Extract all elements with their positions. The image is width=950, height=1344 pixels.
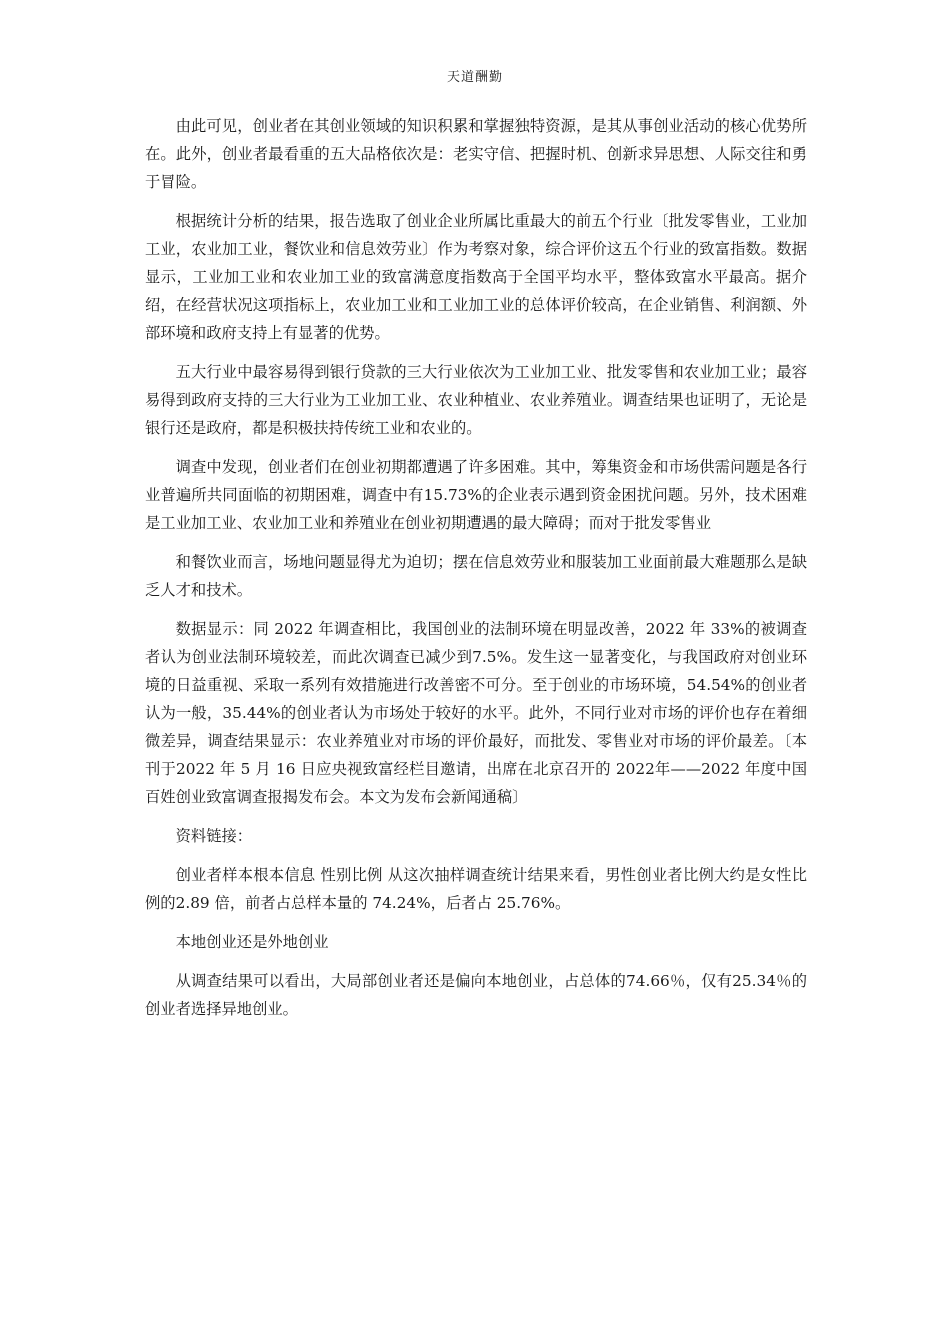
document-body [145, 112, 807, 1034]
paragraph-local-entrepreneurship: 从调查结果可以看出，大局部创业者还是偏向本地创业，占总体的74.66％，仅有25.34％的创业者选择异地创业。 [145, 972, 807, 1018]
paragraph-core-advantage: 由此可见，创业者在其创业领域的知识积累和掌握独特资源，是其从事创业活动的核心优势所在。此外，创业者最看重的五大品格依次是：老实守信、把握时机、创新求异思想、人际交往和勇于冒险。 [145, 117, 807, 191]
paragraph-difficulties-continued: 和餐饮业而言，场地问题显得尤为迫切；摆在信息效劳业和服装加工业面前最大难题那么是缺乏人才和技术。 [145, 553, 807, 599]
paragraph-gender-ratio: 创业者样本根本信息 性别比例 从这次抽样调查统计结果来看，男性创业者比例大约是女性比例的2.89 倍，前者占总样本量的 74.24%，后者占 25.76%。 [145, 866, 807, 912]
page-header: 天道酬勤 [446, 70, 503, 85]
paragraph-initial-difficulties: 调查中发现，创业者们在创业初期都遭遇了许多困难。其中，筹集资金和市场供需问题是各行业普遍所共同面临的初期困难，调查中有15.73%的企业表示遇到资金困扰问题。另外，技术困难是工业加工业、农业加工业和养殖业在创业初期遭遇的最大障碍；而对于批发零售业 [145, 458, 807, 532]
paragraph-resource-link-heading: 资料链接： [175, 827, 253, 845]
paragraph-local-vs-remote-heading: 本地创业还是外地创业 [175, 933, 329, 951]
paragraph-legal-environment: 数据显示：同 2022 年调查相比，我国创业的法制环境在明显改善，2022 年 33%的被调查者认为创业法制环境较差，而此次调查已减少到7.5%。发生这一显著变化，与我国政府对创业环境的日益重视、采取一系列有效措施进行改善密不可分。至于创业的市场环境，54.54%的创业者认为一般，35.44%的创业者认为市场处于较好的水平。此外，不同行业对市场的评价也存在着细微差异，调查结果显示：农业养殖业对市场的评价最好，而批发、零售业对市场的评价最差。〔本刊于2022 年 5 月 16 日应央视致富经栏目邀请，出席在北京召开的 2022年——2022 年度中国百姓创业致富调查报揭发布会。本文为发布会新闻通稿〕 [145, 620, 807, 806]
paragraph-industry-index: 根据统计分析的结果，报告选取了创业企业所属比重最大的前五个行业〔批发零售业，工业加工业，农业加工业，餐饮业和信息效劳业〕作为考察对象，综合评价这五个行业的致富指数。数据显示，工业加工业和农业加工业的致富满意度指数高于全国平均水平，整体致富水平最高。据介绍，在经营状况这项指标上，农业加工业和工业加工业的总体评价较高，在企业销售、利润额、外部环境和政府支持上有显著的优势。 [145, 212, 807, 342]
paragraph-bank-loans: 五大行业中最容易得到银行贷款的三大行业依次为工业加工业、批发零售和农业加工业；最容易得到政府支持的三大行业为工业加工业、农业种植业、农业养殖业。调查结果也证明了，无论是银行还是政府，都是积极扶持传统工业和农业的。 [145, 363, 807, 437]
